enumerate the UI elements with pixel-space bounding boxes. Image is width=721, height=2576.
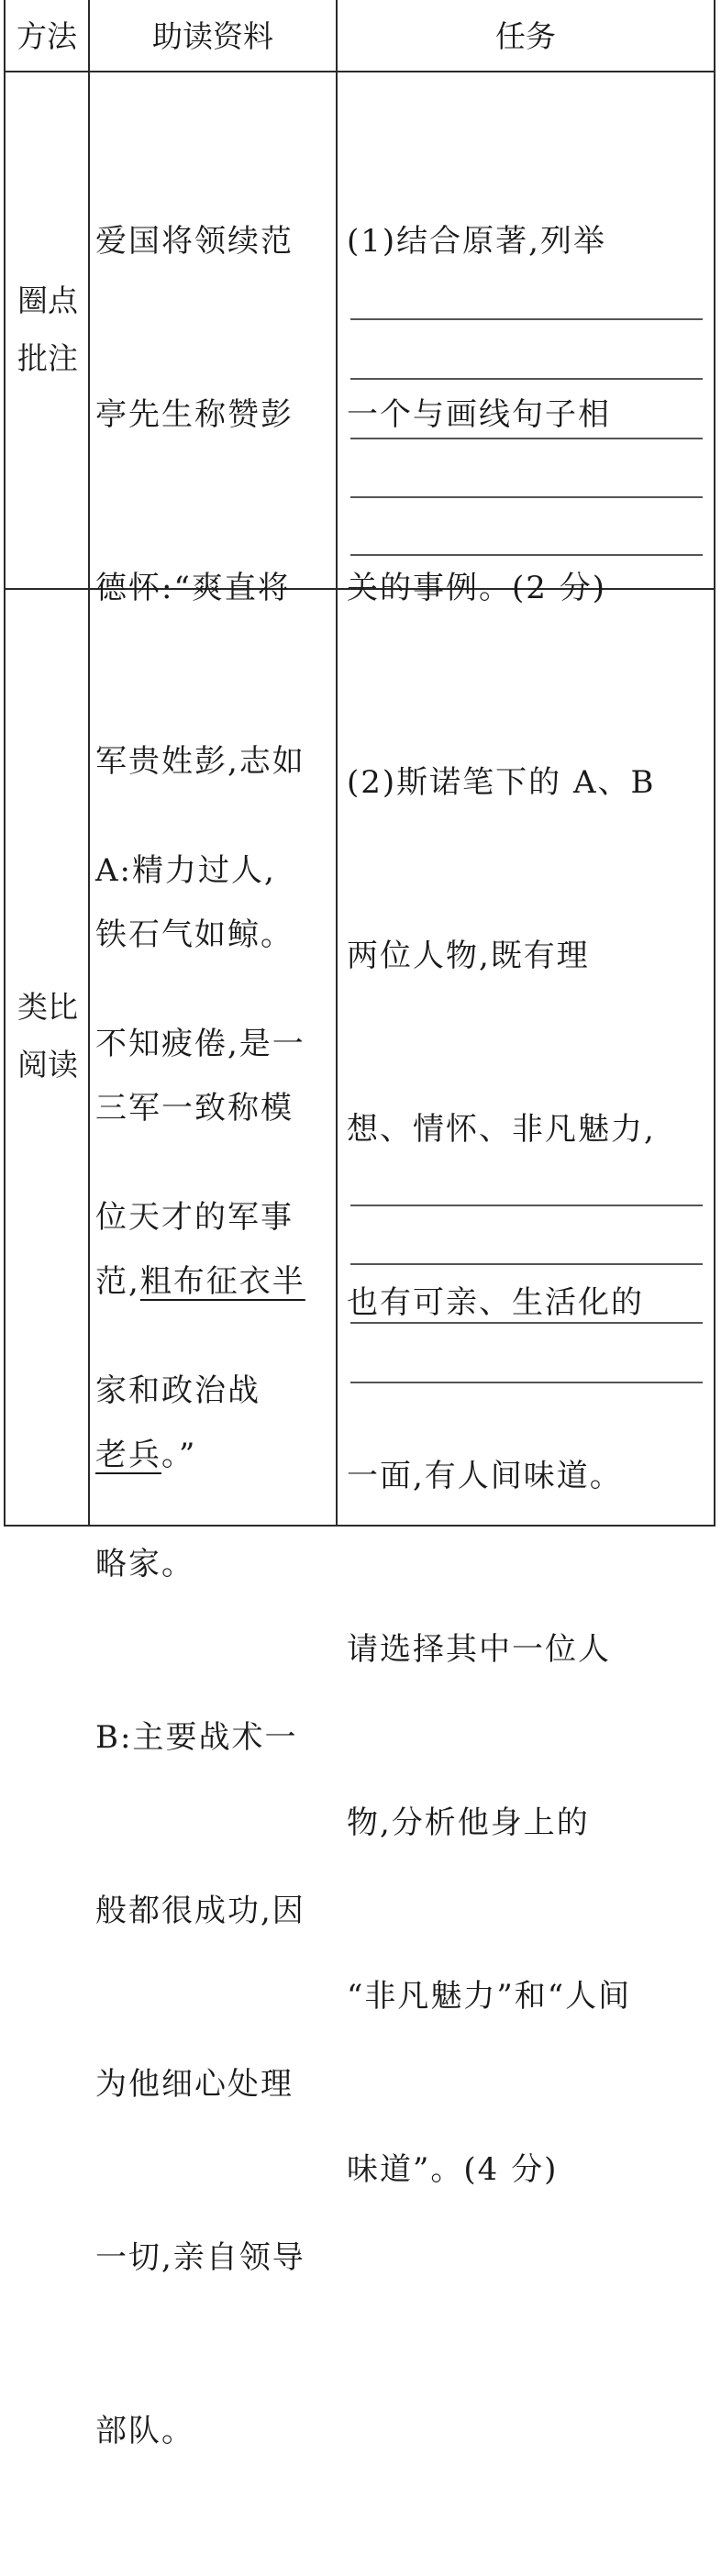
answer-line[interactable]: [350, 496, 703, 498]
material-line: 部队。: [95, 2413, 194, 2449]
task-text: [347, 638, 656, 2315]
task-line: 物,分析他身上的: [347, 1804, 590, 1841]
task-line: “非凡魅力”和“人间: [347, 1978, 632, 2015]
method-line: 批注: [17, 340, 78, 376]
task-line: 也有可亲、生活化的: [347, 1284, 644, 1321]
material-line: B:主要战术一: [95, 1719, 298, 1756]
material-line: 一切,亲自领导: [95, 2239, 305, 2276]
task-line: 关的事例。(2 分): [347, 570, 606, 606]
material-line: 三军一致称模: [95, 1090, 294, 1127]
material-text-plain: 范,: [95, 1263, 140, 1300]
task-line: 想、情怀、非凡魅力,: [347, 1111, 656, 1148]
material-line: 德怀:“爽直将: [95, 570, 291, 606]
underlined-sentence: 老兵: [95, 1437, 161, 1473]
task-line: (1)结合原著,列举: [347, 223, 606, 260]
task-line: 味道”。(4 分): [347, 2151, 559, 2188]
column-divider-1: [88, 0, 90, 1527]
material-line: 略家。: [95, 1546, 194, 1582]
material-line: 爱国将领续范: [95, 223, 294, 260]
method-line: 阅读: [17, 1047, 78, 1083]
method-label: [6, 272, 90, 387]
material-line: 军贵姓彭,志如: [95, 743, 305, 780]
task-line: 一个与画线句子相: [347, 396, 611, 433]
material-line: 为他细心处理: [95, 2066, 294, 2103]
header-task: 任务: [495, 18, 556, 54]
answer-line[interactable]: [350, 1382, 703, 1383]
answer-line[interactable]: [350, 1263, 703, 1265]
answer-line[interactable]: [350, 318, 703, 320]
material-line: 不知疲倦,是一: [95, 1026, 305, 1062]
header-bottom-rule: [4, 71, 715, 72]
method-line: 类比: [17, 989, 78, 1025]
material-line: A:精力过人,: [95, 852, 276, 889]
task-line: 请选择其中一位人: [347, 1631, 611, 1668]
answer-line[interactable]: [350, 438, 703, 439]
answer-line[interactable]: [350, 554, 703, 556]
task-line: 两位人物,既有理: [347, 938, 590, 974]
method-line: 圈点: [17, 283, 78, 318]
answer-line[interactable]: [350, 1205, 703, 1206]
material-line: 位天才的军事: [95, 1199, 294, 1236]
header-method: 方法: [17, 18, 77, 54]
task-line: (2)斯诺笔下的 A、B: [347, 764, 656, 801]
underlined-sentence: 粗布征衣半: [139, 1263, 305, 1300]
material-text-plain: 。”: [161, 1437, 197, 1473]
header-material: 助读资料: [152, 18, 273, 54]
material-line: 铁石气如鲸。: [95, 916, 294, 953]
method-label: [6, 978, 90, 1094]
material-text: [95, 727, 305, 2576]
column-divider-2: [336, 0, 338, 1527]
answer-line[interactable]: [350, 1322, 703, 1324]
answer-line[interactable]: [350, 378, 703, 380]
task-line: 一面,有人间味道。: [347, 1458, 623, 1494]
material-line: 家和政治战: [95, 1372, 261, 1409]
material-line: 亭先生称赞彭: [95, 396, 294, 433]
material-line: 般都很成功,因: [95, 1893, 305, 1929]
